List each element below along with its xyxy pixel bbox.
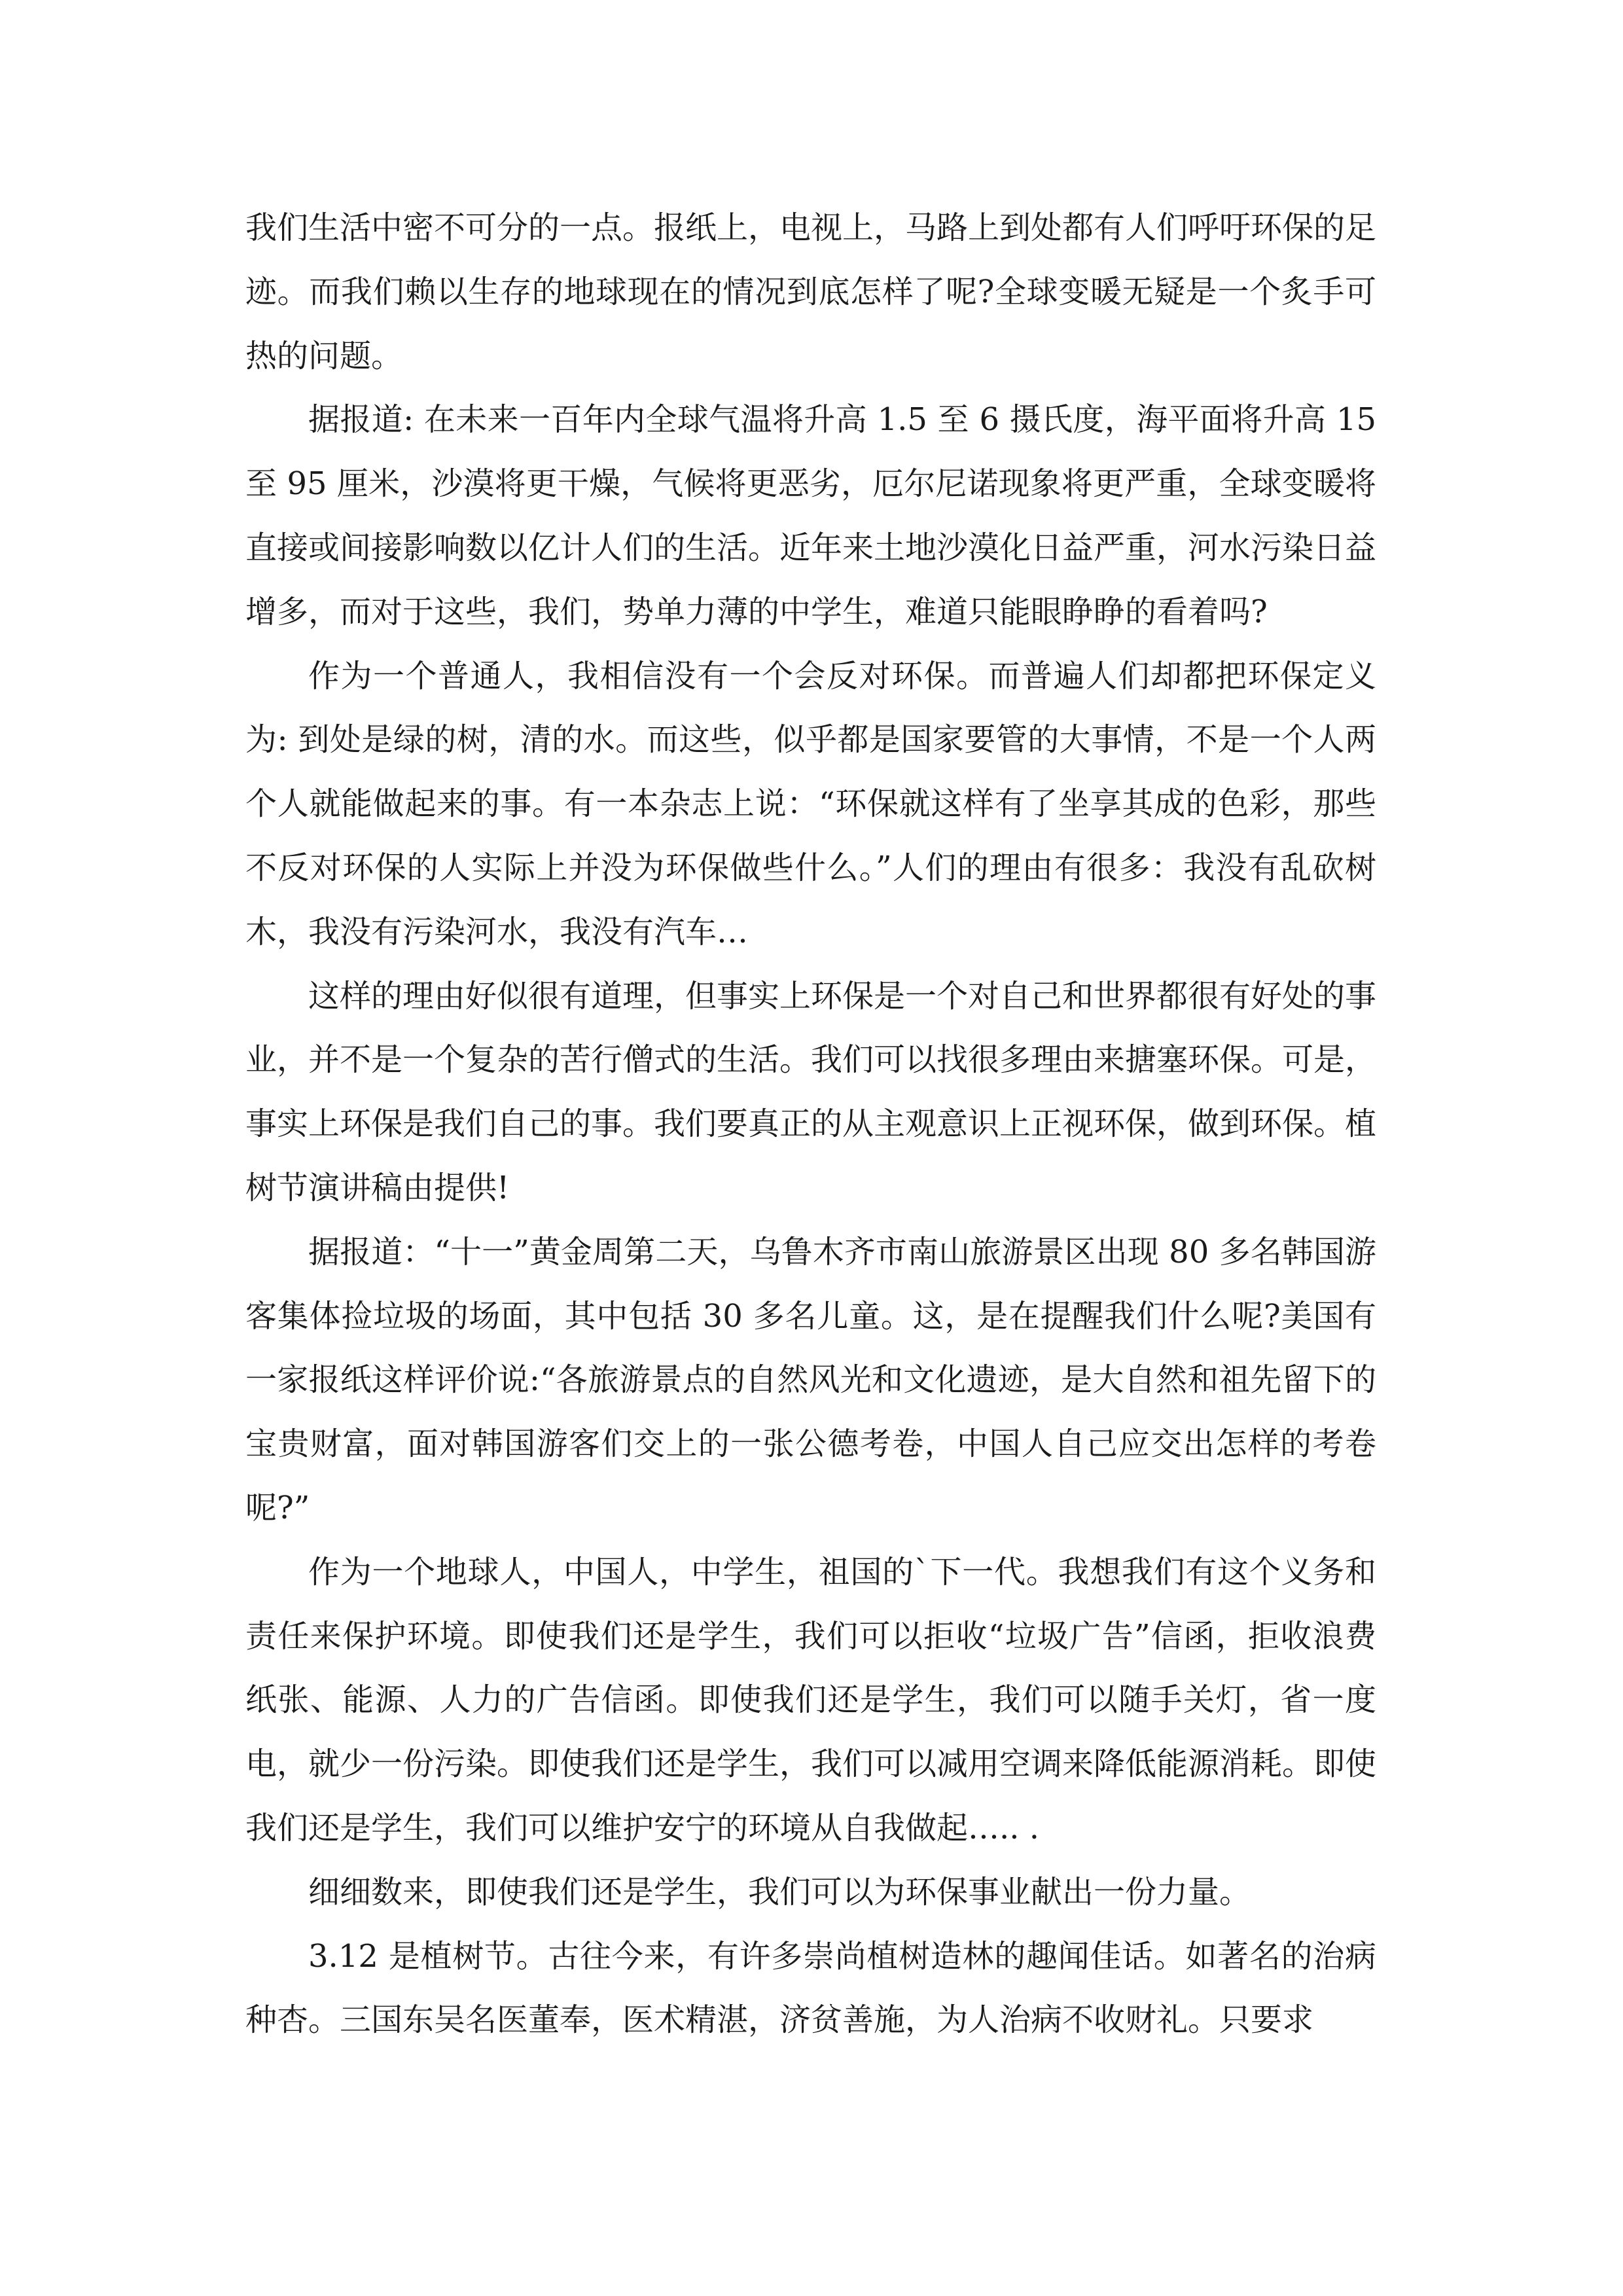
paragraph-7: 细细数来，即使我们还是学生，我们可以为环保事业献出一份力量。 bbox=[308, 1873, 1251, 1910]
paragraph-8: 3.12 是植树节。古往今来，有许多崇尚植树造林的趣闻佳话。如著名的治病种杏。三国东吴名医董奉，医术精湛，济贫善施，为人治病不收财礼。只要求 bbox=[245, 1937, 1376, 2039]
paragraph-2: 据报道: 在未来一百年内全球气温将升高 1.5 至 6 摄氏度，海平面将升高 15 至 95 厘米，沙漠将更干燥，气候将更恶劣，厄尔尼诺现象将更严重，全球变暖将直接或间接影响数以亿计人们的生活。近年来土地沙漠化日益严重，河水污染日益增多，而对于这些，我们，势单力薄的中学生，难道只能眼睁睁的看着吗? bbox=[245, 401, 1377, 630]
document-body bbox=[245, 196, 1376, 2053]
paragraph-1: 我们生活中密不可分的一点。报纸上，电视上，马路上到处都有人们呼吁环保的足迹。而我们赖以生存的地球现在的情况到底怎样了呢?全球变暖无疑是一个炙手可热的问题。 bbox=[245, 209, 1377, 374]
paragraph-4: 这样的理由好似很有道理，但事实上环保是一个对自己和世界都很有好处的事业，并不是一个复杂的苦行僧式的生活。我们可以找很多理由来搪塞环保。可是，事实上环保是我们自己的事。我们要真正的从主观意识上正视环保，做到环保。植树节演讲稿由提供! bbox=[245, 977, 1377, 1206]
paragraph-6: 作为一个地球人，中国人，中学生，祖国的`下一代。我想我们有这个义务和责任来保护环境。即使我们还是学生，我们可以拒收“垃圾广告”信函，拒收浪费纸张、能源、人力的广告信函。即使我们还是学生，我们可以随手关灯，省一度电，就少一份污染。即使我们还是学生，我们可以减用空调来降低能源消耗。即使我们还是学生，我们可以维护安宁的环境从自我做起….. . bbox=[245, 1553, 1377, 1846]
paragraph-3: 作为一个普通人，我相信没有一个会反对环保。而普遍人们却都把环保定义为: 到处是绿的树，清的水。而这些，似乎都是国家要管的大事情，不是一个人两个人就能做起来的事。有一本杂志上说：“环保就这样有了坐享其成的色彩，那些不反对环保的人实际上并没为环保做些什么。”人们的理由有很多：我没有乱砍树木，我没有污染河水，我没有汽车… bbox=[245, 657, 1376, 950]
paragraph-5: 据报道：“十一”黄金周第二天，乌鲁木齐市南山旅游景区出现 80 多名韩国游客集体捡垃圾的场面，其中包括 30 多名儿童。这，是在提醒我们什么呢?美国有一家报纸这样评价说:“各旅游景点的自然风光和文化遗迹，是大自然和祖先留下的宝贵财富，面对韩国游客们交上的一张公德考卷，中国人自己应交出怎样的考卷呢?” bbox=[245, 1233, 1376, 1526]
